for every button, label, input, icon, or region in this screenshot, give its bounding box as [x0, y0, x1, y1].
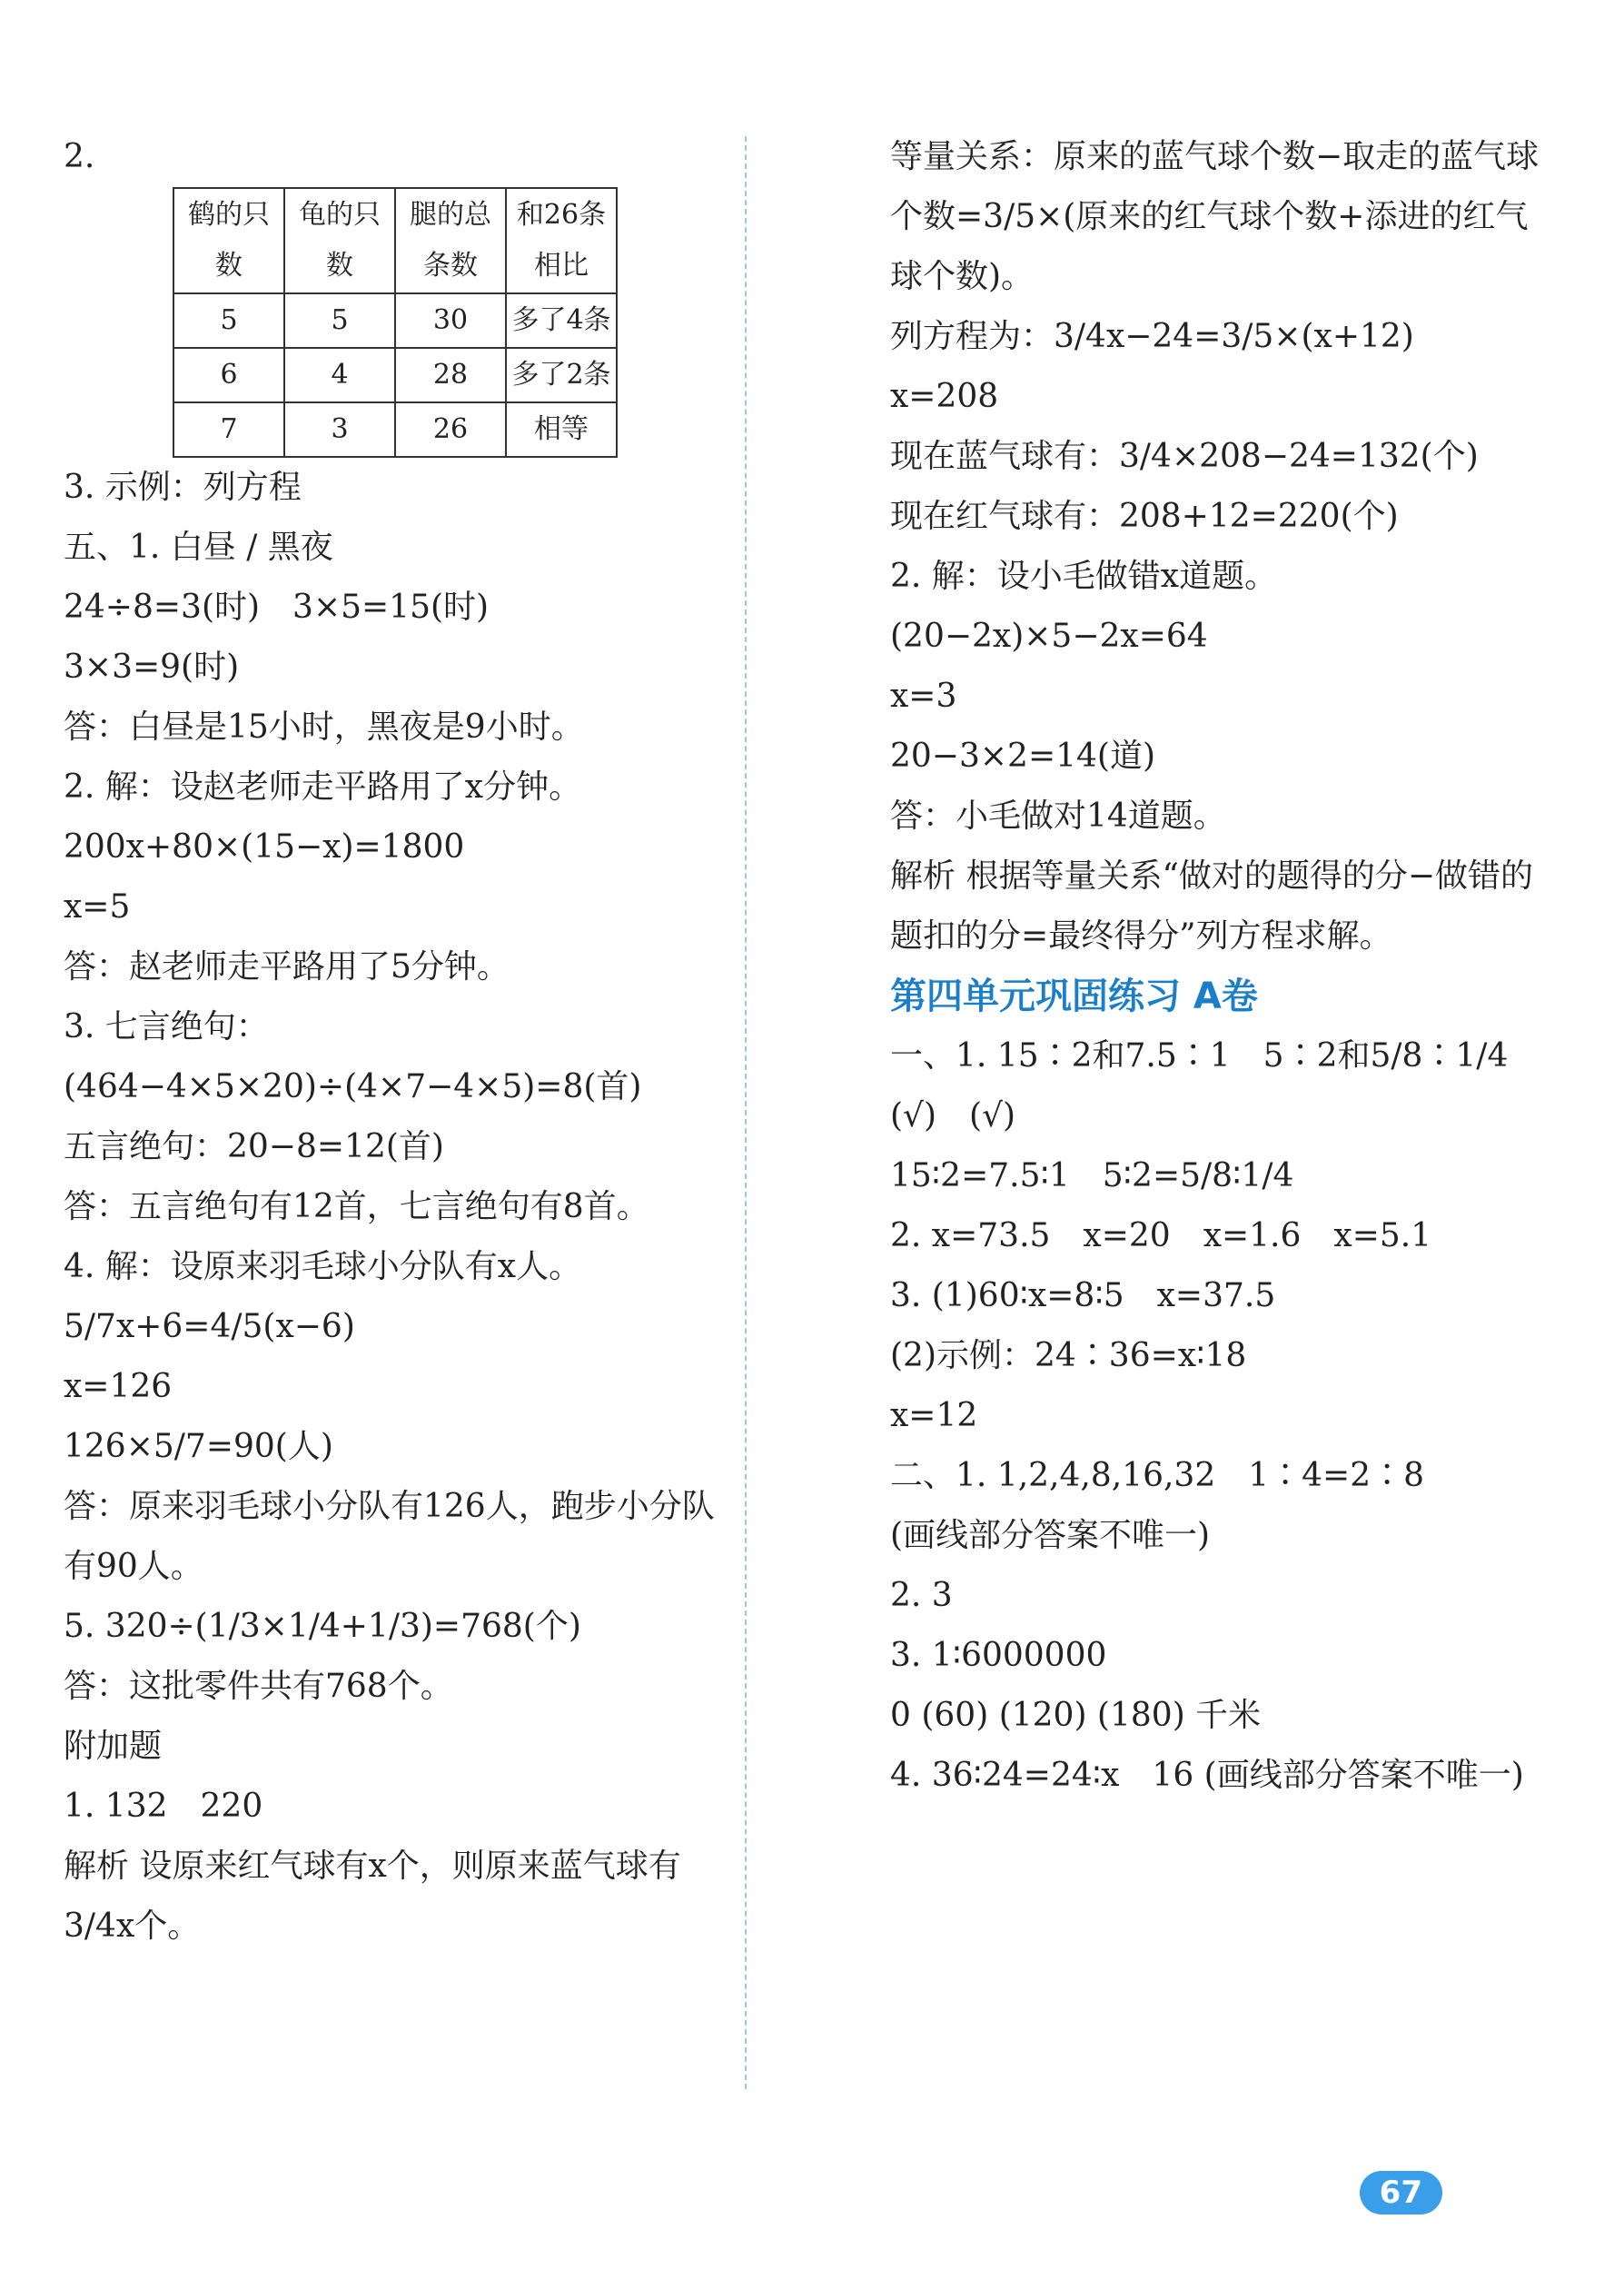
- right-column: [890, 127, 1544, 1806]
- table-cell: 4: [284, 348, 395, 402]
- answer-line: 3. 1∶6000000: [890, 1637, 1107, 1674]
- answer-line: 二、1. 1,2,4,8,16,32 1∶4=2∶8: [890, 1457, 1425, 1494]
- answer-line: 3×3=9(时): [64, 649, 240, 686]
- answer-line: x=208: [890, 378, 999, 415]
- answer-line: 3. (1)60∶x=8∶5 x=37.5: [890, 1277, 1276, 1314]
- table-cell: 7: [173, 402, 284, 457]
- answer-line: 0 (60) (120) (180) 千米: [890, 1697, 1262, 1734]
- answer-line: (2)示例：24∶36=x∶18: [890, 1337, 1247, 1374]
- table-cell: 3: [284, 402, 395, 457]
- table-cell: 腿的总条数: [395, 188, 506, 293]
- answer-line: 一、1. 15∶2和7.5∶1 5∶2和5/8∶1/4: [890, 1037, 1509, 1075]
- table-cell: 龟的只数: [284, 188, 395, 293]
- table-cell: 鹤的只数: [173, 188, 284, 293]
- table-cell: 多了4条: [506, 293, 617, 348]
- answer-line: x=126: [64, 1368, 173, 1405]
- answer-line: 1. 132 220: [64, 1788, 263, 1825]
- table-cell: 5: [173, 293, 284, 348]
- answer-line: (√) (√): [890, 1097, 1016, 1134]
- table-cell: 26: [395, 402, 506, 457]
- answer-line: 等量关系：原来的蓝气球个数−取走的蓝气球个数=3/5×(原来的红气球个数+添进的红气球个数)。: [890, 138, 1540, 295]
- answer-line: 5. 320÷(1/3×1/4+1/3)=768(个): [64, 1608, 581, 1645]
- answer-line: 列方程为：3/4x−24=3/5×(x+12): [890, 318, 1414, 355]
- answer-line: 2. 3: [890, 1577, 953, 1614]
- table-cell: 6: [173, 348, 284, 402]
- answer-line: 五、1. 白昼 / 黑夜: [64, 529, 333, 566]
- table-row: [173, 293, 617, 348]
- answer-line: 解析 根据等量关系“做对的题得的分−做错的题扣的分=最终得分”列方程求解。: [890, 857, 1534, 955]
- table-cell: 相等: [506, 402, 617, 457]
- answer-line: (画线部分答案不唯一): [890, 1517, 1211, 1554]
- section-heading: 第四单元巩固练习 A卷: [890, 976, 1258, 1017]
- answer-line: 4. 解：设原来羽毛球小分队有x人。: [64, 1248, 582, 1285]
- table-cell: 30: [395, 293, 506, 348]
- table-cell: 多了2条: [506, 348, 617, 402]
- answer-line: 答：这批零件共有768个。: [64, 1668, 453, 1705]
- table-row: [173, 348, 617, 402]
- answer-line: 200x+80×(15−x)=1800: [64, 828, 465, 866]
- answer-line: 4. 36∶24=24∶x 16 (画线部分答案不唯一): [890, 1757, 1524, 1794]
- answer-line: 附加题: [64, 1728, 163, 1765]
- answer-line: 24÷8=3(时) 3×5=15(时): [64, 589, 490, 626]
- page-number: 67: [1360, 2171, 1442, 2215]
- answer-line: x=12: [890, 1397, 978, 1434]
- answer-line: 3. 示例：列方程: [64, 469, 302, 506]
- answer-line: x=5: [64, 888, 131, 926]
- table-cell: 5: [284, 293, 395, 348]
- answer-line: x=3: [890, 678, 957, 715]
- table-cell: 和26条相比: [506, 188, 617, 293]
- answer-line: 答：原来羽毛球小分队有126人，跑步小分队有90人。: [64, 1488, 715, 1585]
- answer-line: 5/7x+6=4/5(x−6): [64, 1308, 355, 1345]
- table-row: [173, 188, 617, 293]
- answer-line: 现在红气球有：208+12=220(个): [890, 498, 1399, 535]
- answer-line: 答：小毛做对14道题。: [890, 798, 1226, 835]
- column-divider: [745, 136, 747, 2089]
- answer-table: [173, 187, 618, 458]
- answer-line: 答：五言绝句有12首，七言绝句有8首。: [64, 1188, 649, 1225]
- answer-line: 解析 设原来红气球有x个，则原来蓝气球有3/4x个。: [64, 1848, 681, 1945]
- answer-line: 2. 解：设小毛做错x道题。: [890, 558, 1278, 595]
- answer-line: 15∶2=7.5∶1 5∶2=5/8∶1/4: [890, 1157, 1294, 1194]
- answer-line: 3. 七言绝句：(464−4×5×20)÷(4×7−4×5)=8(首): [64, 1008, 642, 1105]
- answer-line: 126×5/7=90(人): [64, 1428, 333, 1465]
- answer-line: 现在蓝气球有：3/4×208−24=132(个): [890, 438, 1479, 475]
- table-cell: 28: [395, 348, 506, 402]
- answer-line: 答：白昼是15小时，黑夜是9小时。: [64, 708, 584, 746]
- answer-line: (20−2x)×5−2x=64: [890, 618, 1208, 655]
- answer-line: 五言绝句：20−8=12(首): [64, 1128, 444, 1165]
- table-row: [173, 402, 617, 457]
- answer-line: 20−3×2=14(道): [890, 738, 1156, 775]
- answer-line: 2. 解：设赵老师走平路用了x分钟。: [64, 768, 582, 806]
- left-column: 2. 鹤的只数 龟的只数 腿的总条数 和26条相比 5 5 30 多了4条 6 4 28 多了2条 7 3 26 相等 3. 示例：列方程 五、1. 白昼 / 黑夜 24÷8=3(时) 3×5=15(时) 3×3=9(时) 答：白昼是15小时，黑夜是9小时。 2. 解：设赵老师走平路用了x分钟。 200x+80×(15−x)=1800 x=5 答：赵老师走平路用了5分钟。 3. 七言绝句：(464−4×5×20)÷(4×7−4×5)=8(首) 五言绝句：20−8=12(首) 答：五言绝句有12首，七言绝句有8首。 4. 解：设原来羽毛球小分队有x人。 5/7x+6=4/5(x−6) x=126 126×5/7=90(人) 答：原来羽毛球小分队有126人，跑步小分队有90人。 5. 320÷(1/3×1/4+1/3)=768(个) 答：这批零件共有768个。 附加题 1. 132 220 解析 设原来红气球有x个，则原来蓝气球有3/4x个。: [64, 127, 718, 1957]
- answer-line: 答：赵老师走平路用了5分钟。: [64, 948, 510, 986]
- answer-line: 2. x=73.5 x=20 x=1.6 x=5.1: [890, 1217, 1432, 1254]
